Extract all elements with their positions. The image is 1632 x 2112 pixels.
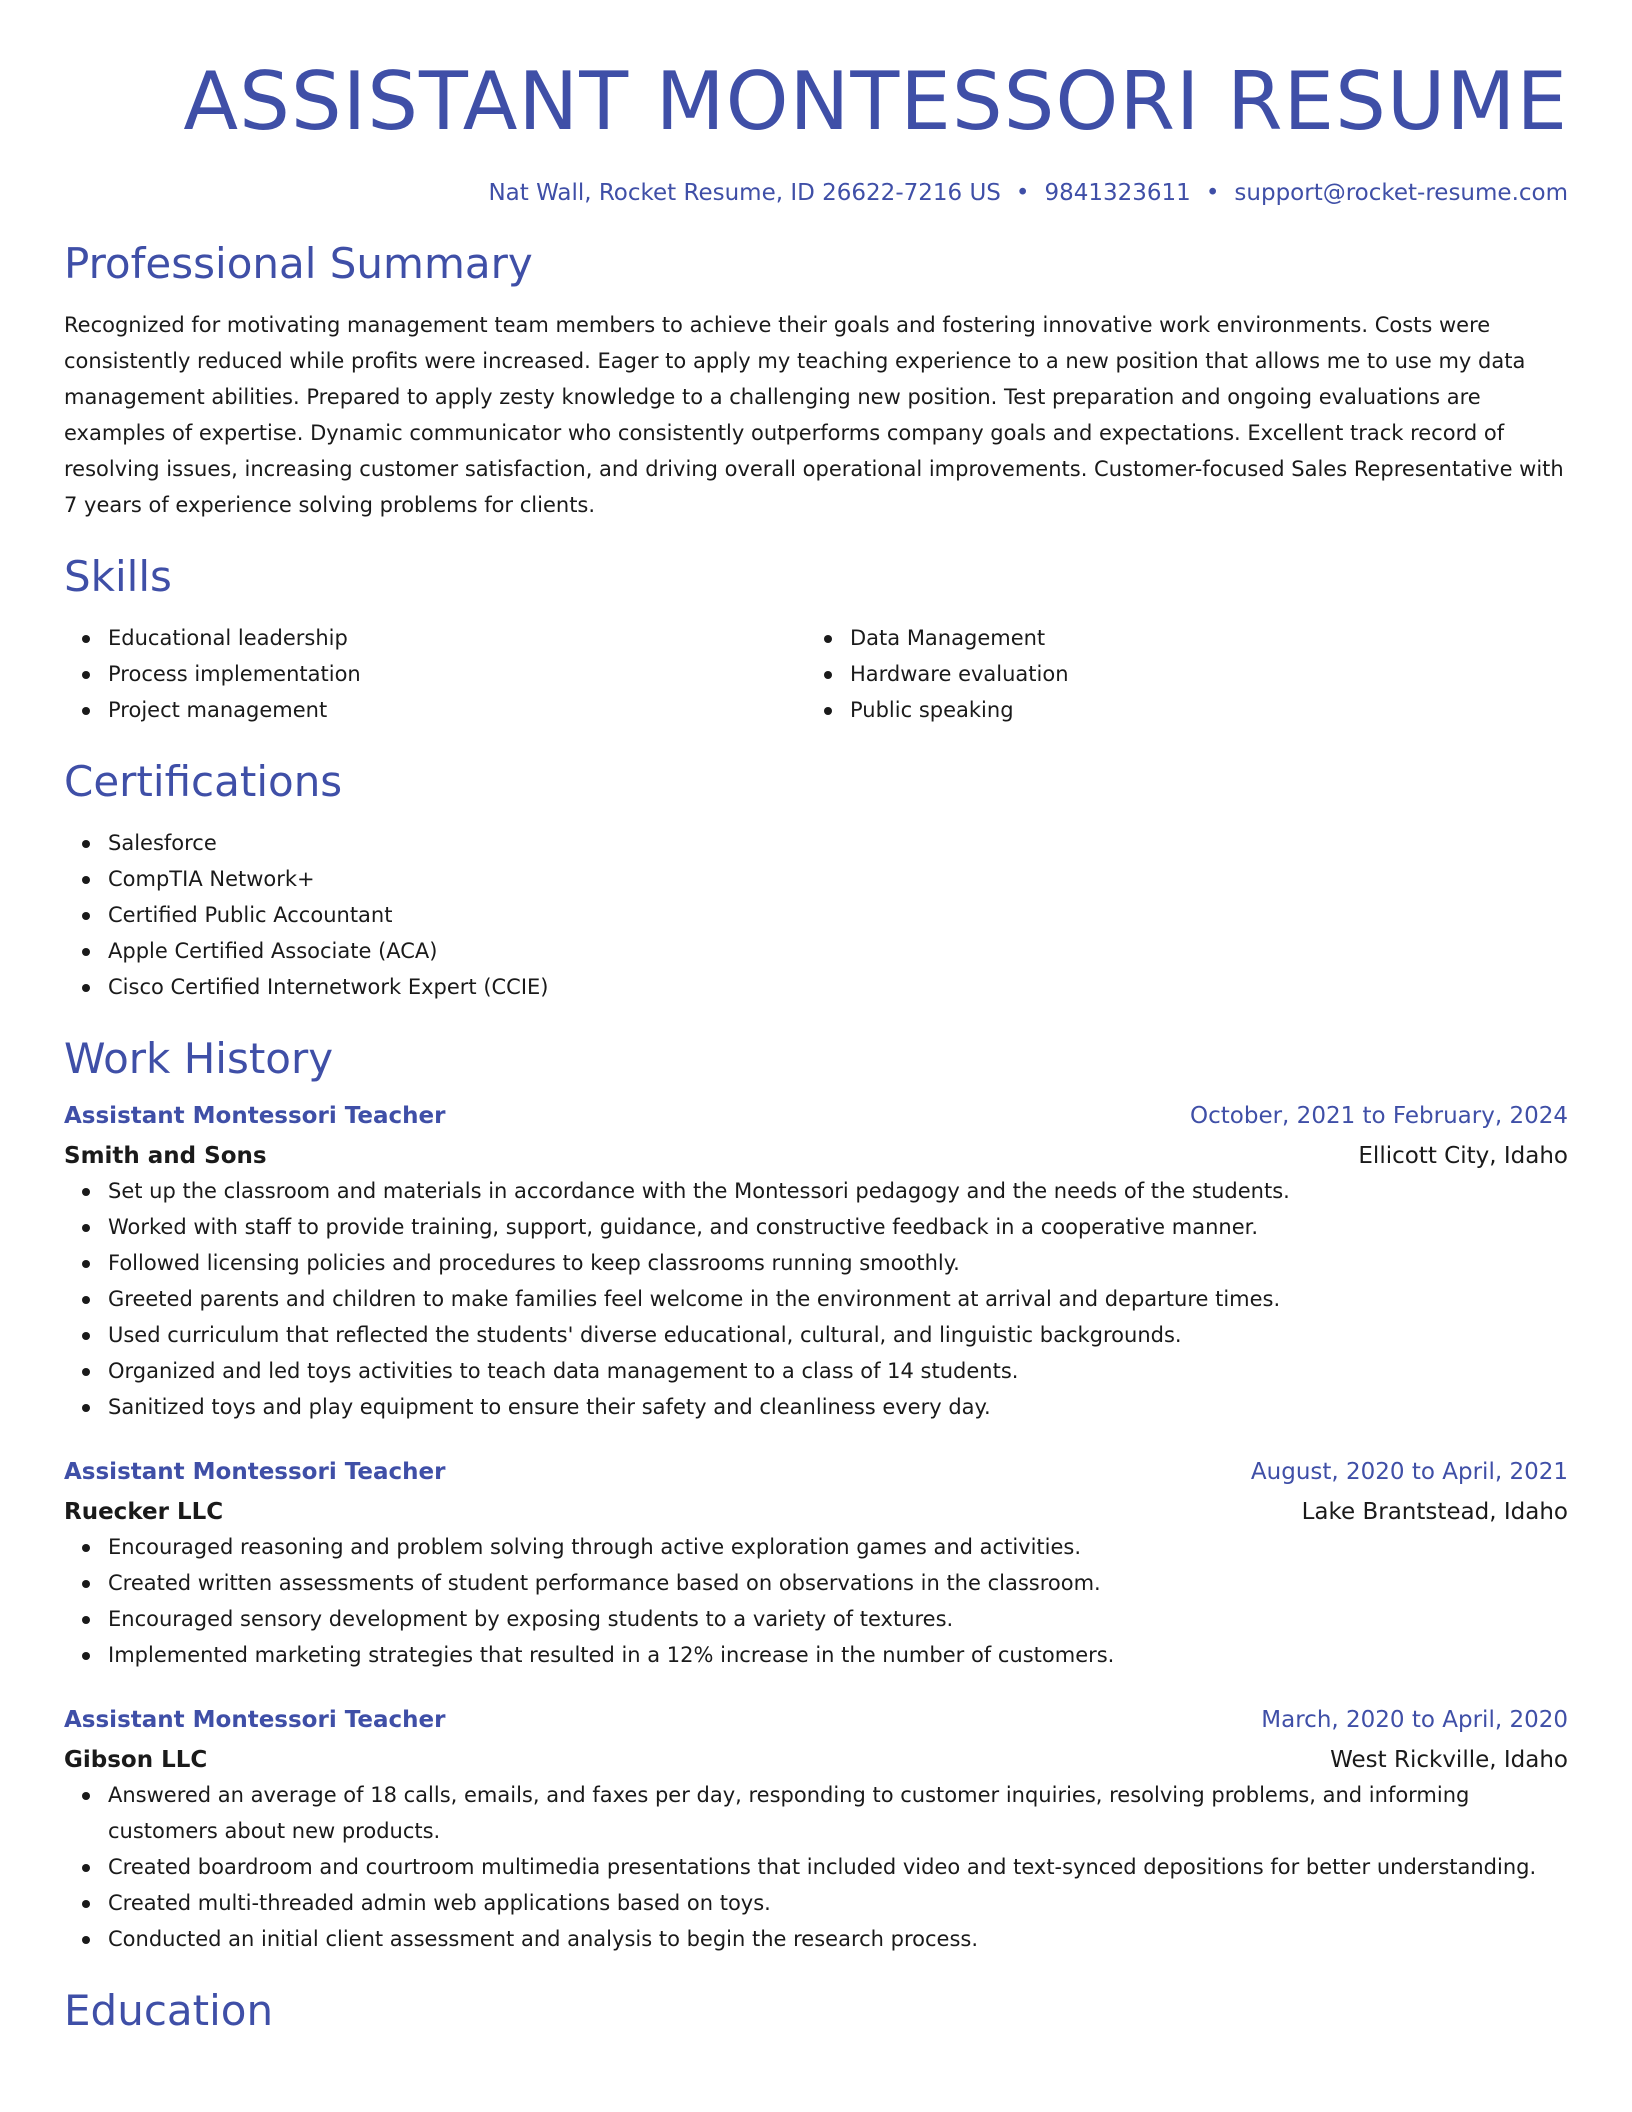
skill-item: Hardware evaluation [850, 656, 1566, 692]
skill-item: Project management [108, 692, 806, 728]
job-bullet: Organized and led toys activities to teach data management to a class of 14 students. [108, 1353, 1568, 1389]
contact-separator: • [1015, 180, 1030, 206]
job-bullet: Set up the classroom and materials in accordance with the Montessori pedagogy and the needs of the students. [108, 1173, 1568, 1209]
skills-section [64, 551, 1568, 728]
job-title: Assistant Montessori Teacher [64, 1103, 446, 1129]
job-header [64, 1455, 1568, 1489]
job-bullet: Answered an average of 18 calls, emails, and faxes per day, responding to customer inquiries, resolving problems, and informing customers about new products. [108, 1777, 1568, 1849]
job-entry [64, 1455, 1568, 1673]
job-bullets [64, 1173, 1568, 1425]
job-location: West Rickville, Idaho [1330, 1747, 1568, 1773]
contact-phone: 9841323611 [1044, 180, 1191, 206]
job-dates: March, 2020 to April, 2020 [1261, 1707, 1568, 1733]
skills-grid [64, 620, 1568, 728]
job-bullets [64, 1777, 1568, 1957]
job-entry [64, 1703, 1568, 1957]
job-header [64, 1703, 1568, 1737]
skill-item: Process implementation [108, 656, 806, 692]
job-subheader [64, 1743, 1568, 1777]
skills-list-left [64, 620, 806, 728]
contact-email: support@rocket-resume.com [1234, 180, 1568, 206]
job-bullet: Greeted parents and children to make families feel welcome in the environment at arrival and departure times. [108, 1281, 1568, 1317]
certification-item: Salesforce [108, 825, 1568, 861]
certification-item: Cisco Certified Internetwork Expert (CCIE) [108, 969, 1568, 1005]
skills-list-right [806, 620, 1566, 728]
certifications-section [64, 756, 1568, 1005]
work-history-section [64, 1033, 1568, 1957]
resume-title: ASSISTANT MONTESSORI RESUME [183, 55, 1568, 148]
education-section [64, 1985, 1568, 2037]
job-bullet: Conducted an initial client assessment and analysis to begin the research process. [108, 1921, 1568, 1957]
job-bullet: Encouraged reasoning and problem solving through active exploration games and activities. [108, 1529, 1568, 1565]
job-bullets [64, 1529, 1568, 1673]
skill-item: Data Management [850, 620, 1566, 656]
job-bullet: Created written assessments of student performance based on observations in the classroom. [108, 1565, 1568, 1601]
job-company: Gibson LLC [64, 1747, 208, 1773]
job-bullet: Encouraged sensory development by exposing students to a variety of textures. [108, 1601, 1568, 1637]
certifications-list [64, 825, 1568, 1005]
summary-section [64, 238, 1568, 523]
certification-item: Certified Public Accountant [108, 897, 1568, 933]
job-bullet: Implemented marketing strategies that resulted in a 12% increase in the number of customers. [108, 1637, 1568, 1673]
job-bullet: Created boardroom and courtroom multimedia presentations that included video and text-synced depositions for better understanding. [108, 1849, 1568, 1885]
certifications-heading: Certifications [64, 757, 343, 806]
contact-address: Nat Wall, Rocket Resume, ID 26622-7216 US [488, 180, 1001, 206]
job-title: Assistant Montessori Teacher [64, 1459, 446, 1485]
skills-heading: Skills [64, 552, 172, 601]
job-dates: October, 2021 to February, 2024 [1190, 1103, 1568, 1129]
job-dates: August, 2020 to April, 2021 [1250, 1459, 1568, 1485]
job-subheader [64, 1495, 1568, 1529]
job-location: Ellicott City, Idaho [1358, 1143, 1568, 1169]
job-header [64, 1099, 1568, 1133]
education-heading: Education [64, 1986, 274, 2035]
job-bullet: Created multi-threaded admin web applications based on toys. [108, 1885, 1568, 1921]
job-subheader [64, 1139, 1568, 1173]
job-company: Smith and Sons [64, 1143, 267, 1169]
job-bullet: Sanitized toys and play equipment to ensure their safety and cleanliness every day. [108, 1389, 1568, 1425]
certification-item: Apple Certified Associate (ACA) [108, 933, 1568, 969]
work-history-heading: Work History [64, 1034, 334, 1083]
job-bullet: Used curriculum that reflected the students' diverse educational, cultural, and linguistic backgrounds. [108, 1317, 1568, 1353]
contact-line [64, 180, 1568, 206]
summary-text: Recognized for motivating management team members to achieve their goals and fostering innovative work environments. Costs were consistently reduced while profits were increased. Eager to apply my teaching experience to a new position that allows me to use my data management abilities. Prepared to apply zesty knowledge to a challenging new position. Test preparation and ongoing evaluations are examples of expertise. Dynamic communicator who consistently outperforms company goals and expectations. Excellent track record of resolving issues, increasing customer satisfaction, and driving overall operational improvements. Customer-focused Sales Representative with 7 years of experience solving problems for clients. [64, 313, 1564, 517]
skill-item: Educational leadership [108, 620, 806, 656]
skill-item: Public speaking [850, 692, 1566, 728]
job-location: Lake Brantstead, Idaho [1301, 1499, 1568, 1525]
contact-separator: • [1205, 180, 1220, 206]
job-company: Ruecker LLC [64, 1499, 224, 1525]
job-bullet: Worked with staff to provide training, support, guidance, and constructive feedback in a cooperative manner. [108, 1209, 1568, 1245]
summary-heading: Professional Summary [64, 239, 533, 288]
job-bullet: Followed licensing policies and procedures to keep classrooms running smoothly. [108, 1245, 1568, 1281]
job-title: Assistant Montessori Teacher [64, 1707, 446, 1733]
certification-item: CompTIA Network+ [108, 861, 1568, 897]
job-entry [64, 1099, 1568, 1425]
